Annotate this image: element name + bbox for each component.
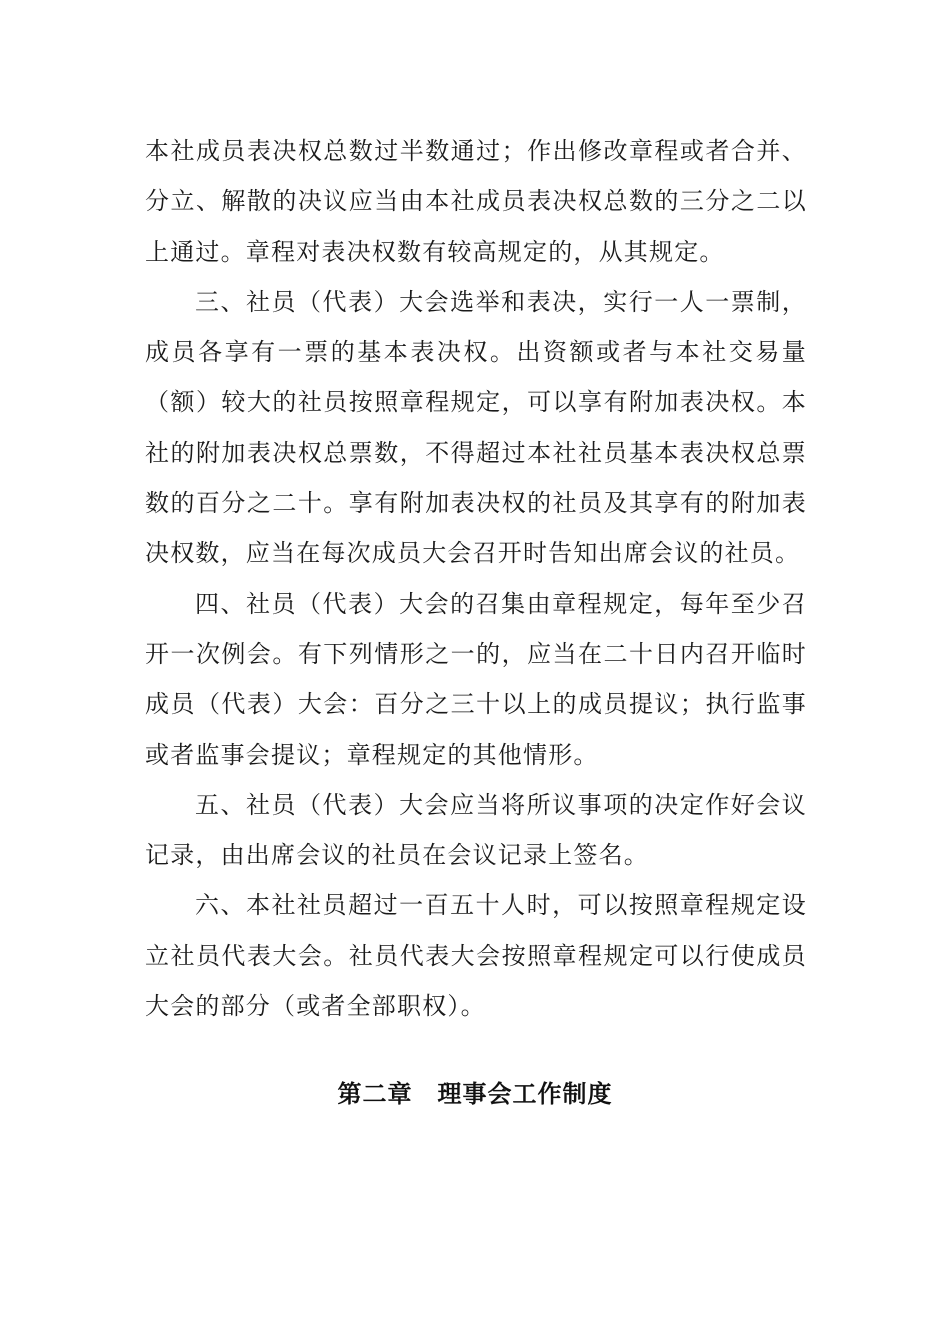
paragraph-article-4: 四、社员（代表）大会的召集由章程规定，每年至少召开一次例会。有下列情形之一的，应当在二十日内召开临时成员（代表）大会：百分之三十以上的成员提议；执行监事或者监事会提议；章程规定的其他情形。: [145, 589, 807, 769]
chapter-heading: 第二章 理事会工作制度: [337, 1080, 613, 1108]
paragraph-article-3: 三、社员（代表）大会选举和表决，实行一人一票制，成员各享有一票的基本表决权。出资额或者与本社交易量（额）较大的社员按照章程规定，可以享有附加表决权。本社的附加表决权总票数，不得超过本社社员基本表决权总票数的百分之二十。享有附加表决权的社员及其享有的附加表决权数，应当在每次成员大会召开时告知出席会议的社员。: [145, 287, 807, 568]
document-body: [145, 126, 807, 1031]
paragraph-article-5: 五、社员（代表）大会应当将所议事项的决定作好会议记录，由出席会议的社员在会议记录上签名。: [145, 790, 807, 870]
paragraph-continuation: 本社成员表决权总数过半数通过；作出修改章程或者合并、分立、解散的决议应当由本社成员表决权总数的三分之二以上通过。章程对表决权数有较高规定的，从其规定。: [145, 137, 807, 266]
paragraph-article-6: 六、本社社员超过一百五十人时，可以按照章程规定设立社员代表大会。社员代表大会按照章程规定可以行使成员大会的部分（或者全部职权）。: [145, 891, 807, 1021]
